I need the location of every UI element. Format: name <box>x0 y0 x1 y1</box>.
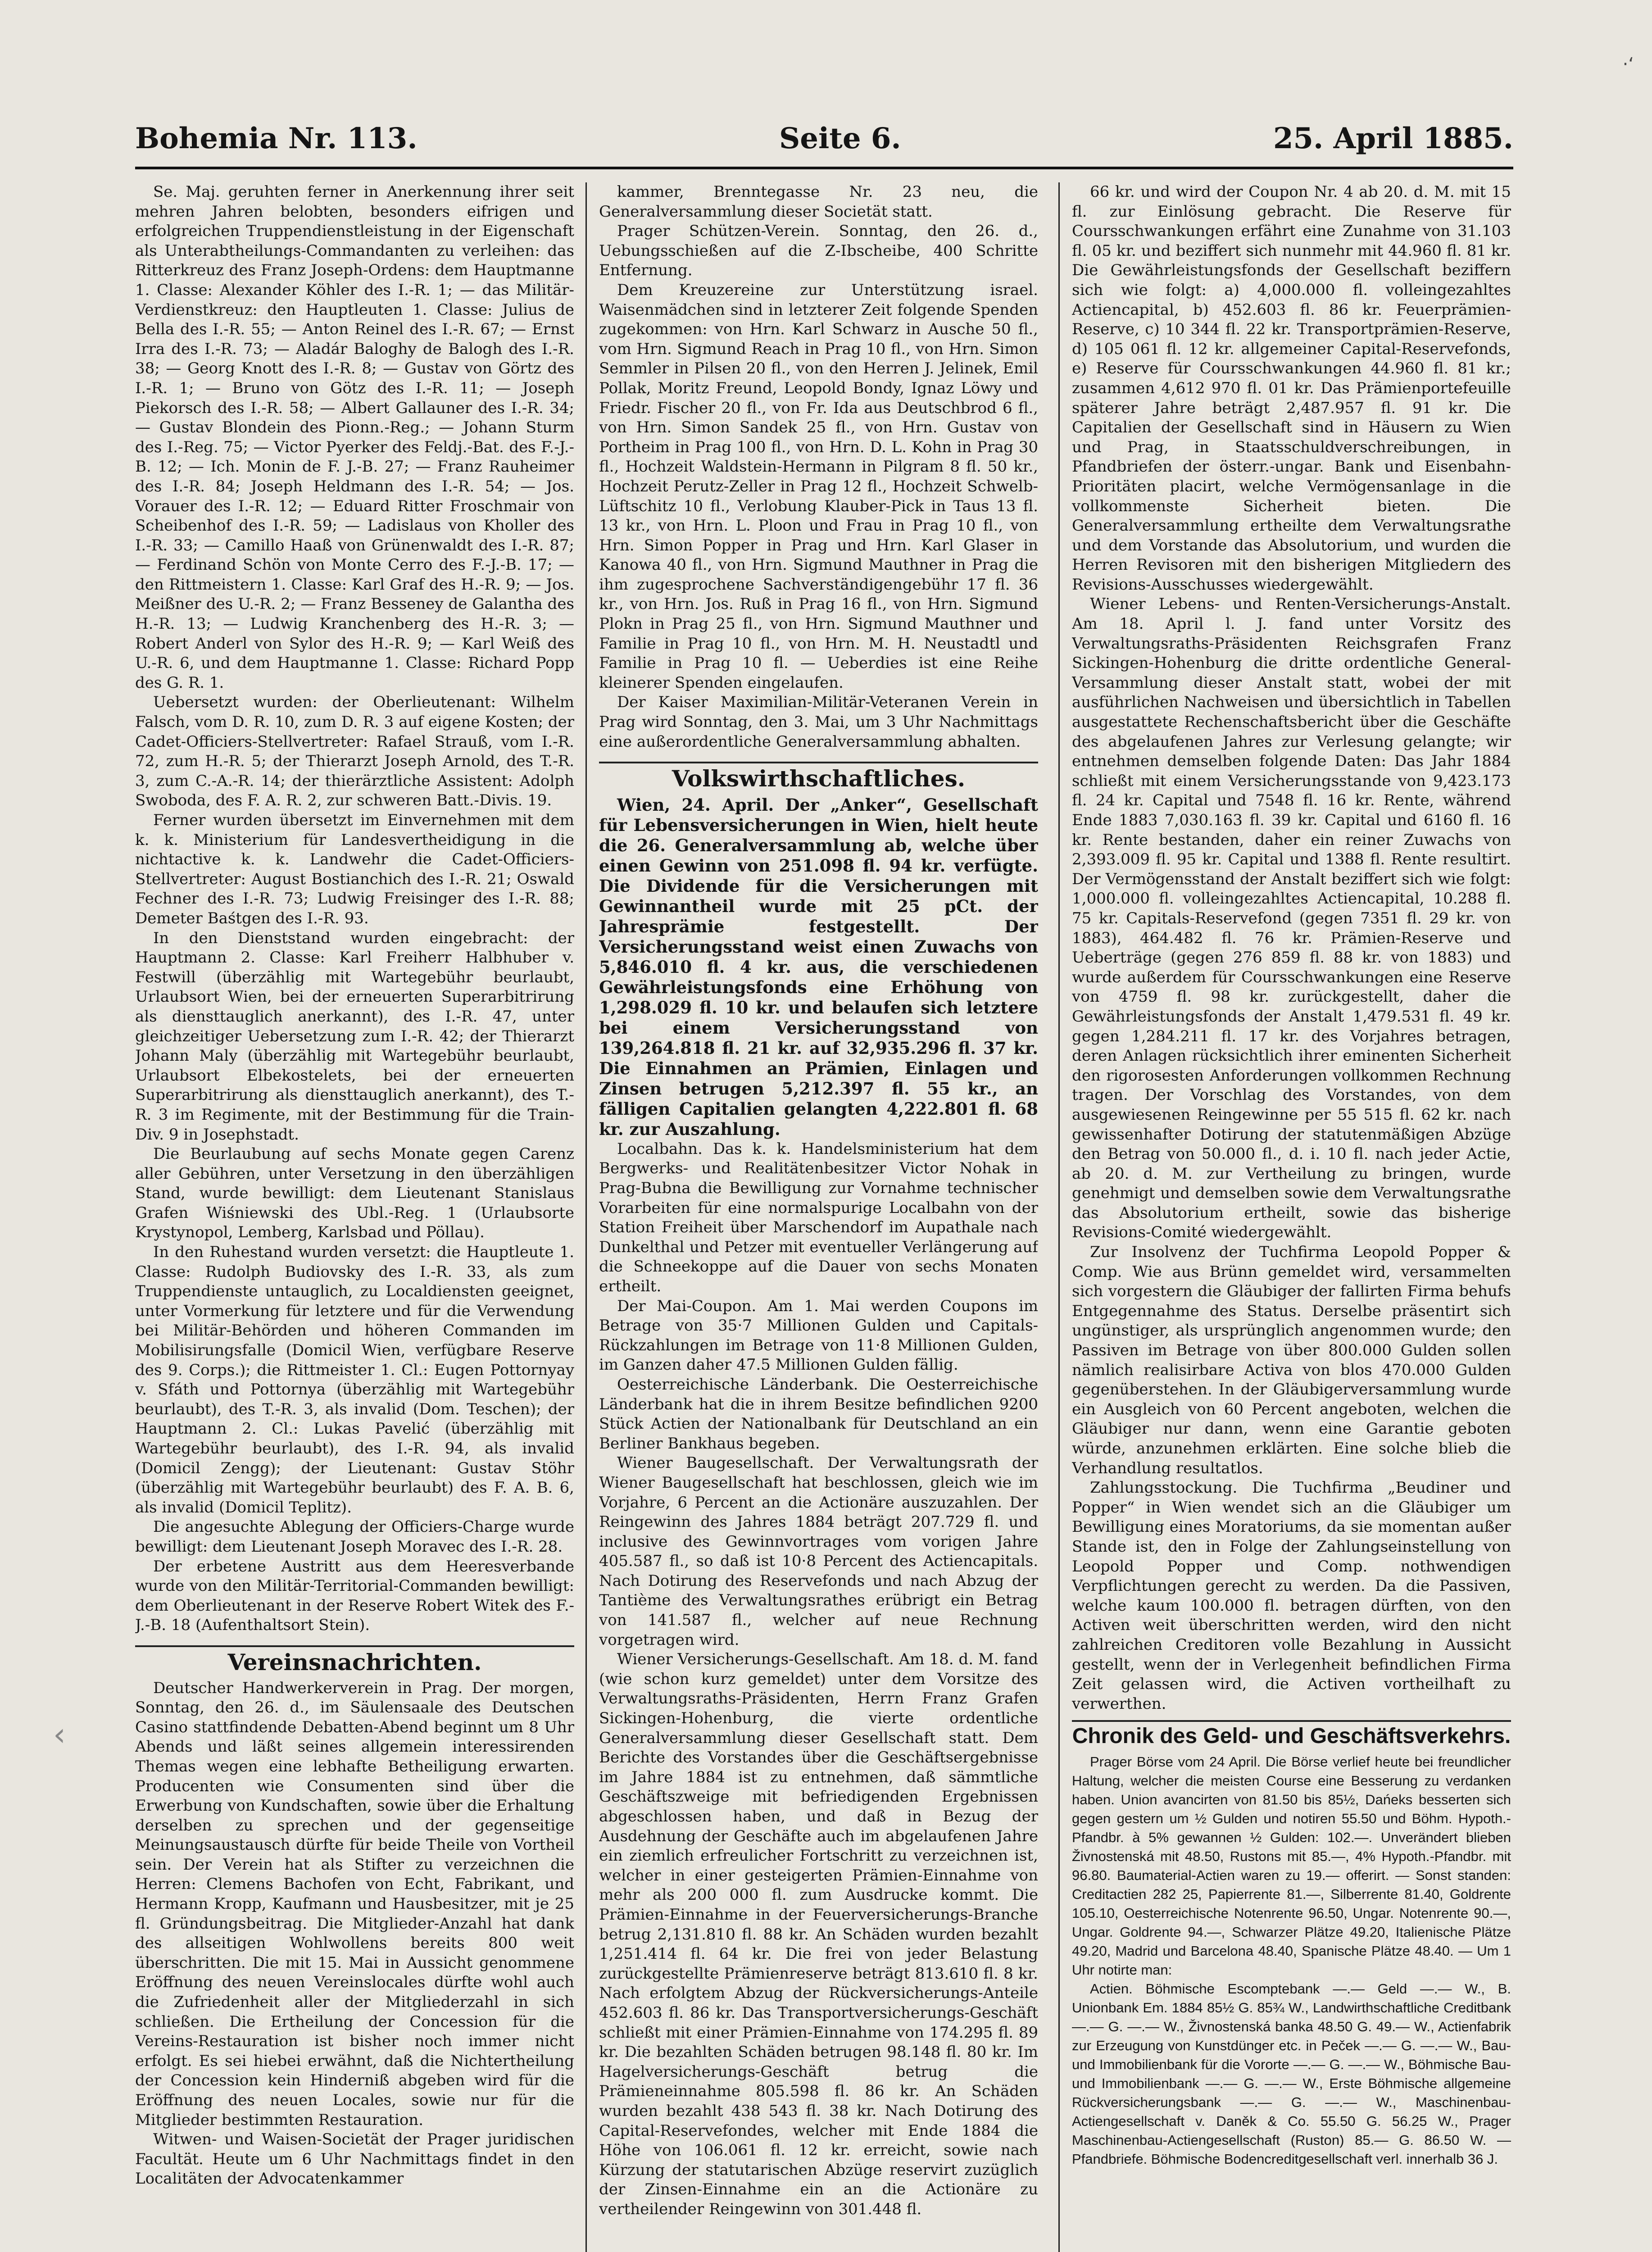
margin-mark: ‹ <box>53 1716 66 1753</box>
page-header <box>135 122 1513 162</box>
paragraph: Localbahn. Das k. k. Handelsministerium hat dem Bergwerks- und Realitätenbesitzer Victor Nohak in Prag-Bubna die Bewilligung zur Vornahme technischer Vorarbeiten für eine normalspurige Localbahn von der Station Freiheit über Marschendorf im Aupathale nach Dunkelthal und Petzer mit eventueller Verlängerung auf die Schneekoppe auf die Dauer von sechs Monaten ertheilt. <box>599 1140 1038 1295</box>
column-3 <box>1072 182 1511 2252</box>
column-2 <box>599 182 1038 2252</box>
column-divider <box>585 182 587 2252</box>
column-divider <box>1058 182 1060 2252</box>
paragraph: Deutscher Handwerkerverein in Prag. Der morgen, Sonntag, den 26. d., im Säulensaale des Deutschen Casino stattfindende Debatten-Abend beginnt um 8 Uhr Abends und läßt seines allgemein interessirenden Themas wegen eine lebhafte Betheiligung erwarten. Producenten wie Consumenten sind über die Erwerbung von Kundschaften, sowie über die Erhaltung derselben zu sprechen und der gegenseitige Meinungsaustausch dürfte für beide Theile von Vortheil sein. Der Verein hat als Stifter zu verzeichnen die Herren: Clemens Bachofen von Echt, Fabrikant, und Hermann Kropp, Kaufmann und Hausbesitzer, mit je 25 fl. Gründungsbeitrag. Die Mitglieder-Anzahl hat dank des allseitigen Wohlwollens bereits 800 weit überschritten. Die mit 15. Mai in Aussicht genommene Eröffnung des neuen Vereinslocales dürfte wohl auch die Zufriedenheit aller der Mitgliederzahl in sich schließen. Die Ertheilung der Concession für die Vereins-Restauration ist bisher noch immer nicht erfolgt. Es sei hiebei erwähnt, daß die Nichtertheilung der Concession kein Hinderniß abgeben wird für die Eröffnung des neuen Locales, sowie nur für die Mitglieder bestimmten Restauration. <box>135 1679 574 2129</box>
paragraph: 66 kr. und wird der Coupon Nr. 4 ab 20. d. M. mit 15 fl. zur Einlösung gebracht. Die Reserve für Coursschwankungen erfährt eine Zunahme von 31.103 fl. 05 kr. und beziffert sich nunmehr mit 44.960 fl. 81 kr. Die Gewährleistungsfonds der Gesellschaft beziffern sich wie folgt: a) 4,000.000 fl. volleingezahltes Actiencapital, b) 452.603 fl. 86 kr. Feuerprämien-Reserve, c) 10 344 fl. 22 kr. Transportprämien-Reserve, d) 105 061 fl. 12 kr. allgemeiner Capital-Reservefonds, e) Reserve für Coursschwankungen 44.960 fl. 81 kr.; zusammen 4,612 970 fl. 01 kr. Das Prämienportefeuille späterer Jahre beträgt 2,487.957 fl. 91 kr. Die Capitalien der Gesellschaft sind in Häusern zu Wien und Prag, in Staatsschuldverschreibungen, in Pfandbriefen der österr.-ungar. Bank und Eisenbahn-Prioritäten placirt, welche Vermögensanlage in die vollkommenste Sicherheit bieten. Die Generalversammlung ertheilte dem Verwaltungsrathe und dem Vorstande das Absolutorium, und wurden die Herren Revisoren mit den bisherigen Mitgliedern des Revisions-Ausschusses wiedergewählt. <box>1072 183 1511 594</box>
section-heading: Vereinsnachrichten. <box>135 1645 574 1672</box>
paragraph: In den Ruhestand wurden versetzt: die Hauptleute 1. Classe: Rudolph Budiovsky des I.-R. 33, als zum Truppendienste untauglich, zu Localdiensten geeignet, unter Vormerkung für letztere und für die Verwendung bei Militär-Behörden und höheren Commanden im Mobilisirungsfalle (Domicil Wien, verfügbare Reserve des 9. Corps.); die Rittmeister 1. Cl.: Eugen Pottornyay v. Sfáth und Pottornya (überzählig mit Wartegebühr beurlaubt), des T.-R. 3, als invalid (Dom. Teschen); der Hauptmann 2. Cl.: Lukas Pavelić (überzählig mit Wartegebühr beurlaubt), des I.-R. 94, als invalid (Domicil Zengg); der Lieutenant: Gustav Stöhr (überzählig mit Wartegebühr beurlaubt) des F. A. B. 6, als invalid (Domicil Teplitz). <box>135 1243 574 1516</box>
paragraph: Die Beurlaubung auf sechs Monate gegen Carenz aller Gebühren, unter Versetzung in den überzähligen Stand, wurde bewilligt: dem Lieutenant Stanislaus Grafen Wiśniewski des Ubl.-Reg. 1 (Urlaubsorte Krystynopol, Lemberg, Karlsbad und Pöllau). <box>135 1145 574 1242</box>
section-heading: Volkswirthschaftliches. <box>599 762 1038 789</box>
paragraph: Ferner wurden übersetzt im Einvernehmen mit dem k. k. Ministerium für Landesvertheidigung in die nichtactive k. k. Landwehr die Cadet-Officiers-Stellvertreter: August Bostianchich des I.-R. 21; Oswald Fechner des I.-R. 73; Ludwig Freisinger des I.-R. 88; Demeter Baśtgen des I.-R. 93. <box>135 811 574 927</box>
issue-date: 25. April 1885. <box>1273 122 1513 155</box>
column-1 <box>135 182 574 2252</box>
paragraph: Zur Insolvenz der Tuchfirma Leopold Popper & Comp. Wie aus Brünn gemeldet wird, versammelten sich vorgestern die Gläubiger der fallirten Firma behufs Entgegennahme des Status. Derselbe präsentirt sich ungünstiger, als ursprünglich angenommen wurde; den Passiven im Betrage von über 800.000 Gulden sollen nämlich realisirbare Activa von blos 470.000 Gulden gegenüberstehen. In der Gläubigerversammlung wurde ein Ausgleich von 60 Percent angeboten, welchen die Gläubiger nur dann, wenn eine Garantie geboten würde, anzunehmen erklärten. Eine solche blieb die Verhandlung resultatlos. <box>1072 1243 1511 1477</box>
paragraph: Die angesuchte Ablegung der Officiers-Charge wurde bewilligt: dem Lieutenant Joseph Moravec des I.-R. 28. <box>135 1518 574 1556</box>
corner-marks: ·‘ <box>1622 54 1634 75</box>
paragraph: Prager Schützen-Verein. Sonntag, den 26. d., Uebungsschießen auf die Z-Ibscheibe, 400 Schritte Entfernung. <box>599 222 1038 280</box>
paragraph: Actien. Böhmische Escomptebank —.— Geld —.— W., B. Unionbank Em. 1884 85½ G. 85¾ W., Landwirthschaftliche Creditbank —.— G. —.— W., Živnostenská banka 48.50 G. 49.— W., Actienfabrik zur Erzeugung von Kunstdünger etc. in Peček —.— G. —.— W., Bau- und Immobilienbank für die Vororte —.— G. —.— W., Böhmische Bau- und Immobilienbank —.— G. —.— W., Erste Böhmische allgemeine Rückversicherungsbank —.— G. —.— W., Maschinenbau-Actiengesellschaft v. Daněk & Co. 55.50 G. 56.25 W., Prager Maschinenbau-Actiengesellschaft (Ruston) 85.— G. 86.50 W. — Pfandbriefe. Böhmische Bodencreditgesellschaft verl. innerhalb 36 J. <box>1072 1980 1511 2167</box>
issue-number: Bohemia Nr. 113. <box>135 122 418 155</box>
paragraph: Der erbetene Austritt aus dem Heeresverbande wurde von den Militär-Territorial-Commanden bewilligt: dem Oberlieutenant in der Reserve Robert Witek des F.-J.-B. 18 (Aufenthaltsort Stein). <box>135 1557 574 1635</box>
lead-article: Wien, 24. April. Der „Anker“, Gesellschaft für Lebensversicherungen in Wien, hielt heute die 26. Generalversammlung ab, welche über einen Gewinn von 251.098 fl. 94 kr. verfügte. Die Dividende für die Versicherungen mit Gewinnantheil wurde mit 25 pCt. der Jahresprämie festgestellt. Der Versicherungsstand weist einen Zuwachs von 5,846.010 fl. 4 kr. aus, die verschiedenen Gewährleistungsfonds eine Erhöhung von 1,298.029 fl. 10 kr. und belaufen sich letztere bei einem Versicherungsstand von 139,264.818 fl. 21 kr. auf 32,935.296 fl. 37 kr. Die Einnahmen an Prämien, Einlagen und Zinsen betrugen 5,212.397 fl. 55 kr., an fälligen Capitalien gelangten 4,222.801 fl. 68 kr. zur Auszahlung. <box>599 795 1038 1139</box>
section-heading: Chronik des Geld- und Geschäftsverkehrs. <box>1072 1720 1511 1746</box>
header-rule <box>135 167 1513 169</box>
paragraph: Wiener Versicherungs-Gesellschaft. Am 18. d. M. fand (wie schon kurz gemeldet) unter dem Vorsitze des Verwaltungsraths-Präsidenten, Herrn Franz Grafen Sickingen-Hohenburg, die vierte ordentliche Generalversammlung dieser Gesellschaft statt. Dem Berichte des Vorstandes über die Geschäftsergebnisse im Jahre 1884 ist zu entnehmen, daß sämmtliche Geschäftszweige mit befriedigenden Ergebnissen abgeschlossen haben, und daß in Bezug der Ausdehnung der Geschäfte auch im abgelaufenen Jahre ein ziemlich erfreulicher Fortschritt zu verzeichnen ist, welcher in einer gesteigerten Prämien-Einnahme von mehr als 200 000 fl. zum Ausdrucke kommt. Die Prämien-Einnahme in der Feuerversicherungs-Branche betrug 2,131.810 fl. 88 kr. An Schäden wurden bezahlt 1,251.414 fl. 64 kr. Die frei von jeder Belastung zurückgestellte Prämienreserve beträgt 813.610 fl. 8 kr. Nach erfolgtem Abzug der Rückversicherungs-Anteile 452.603 fl. 86 kr. Das Transportversicherungs-Geschäft schließt mit einer Prämien-Einnahme von 174.295 fl. 89 kr. Die bezahlten Schäden betrugen 98.148 fl. 80 kr. Im Hagelversicherungs-Geschäft betrug die Prämieneinnahme 805.598 fl. 86 kr. An Schäden wurden bezahlt 438 543 fl. 38 kr. Nach Dotirung des Capital-Reservefondes, welcher mit Ende 1884 die Höhe von 106.061 fl. 12 kr. erreicht, sowie nach Kürzung der statutarischen Abzüge reservirt zuzüglich der Zinsen-Einnahme ein an die Actionäre zu vertheilender Reingewinn von 301.448 fl. <box>599 1650 1038 2218</box>
paragraph: Zahlungsstockung. Die Tuchfirma „Beudiner und Popper“ in Wien wendet sich an die Gläubiger um Bewilligung eines Moratoriums, da sie momentan außer Stande ist, den in Folge der Zahlungseinstellung von Leopold Popper und Comp. nothwendigen Verpflichtungen gerecht zu werden. Da die Passiven, welche kaum 100.000 fl. betragen dürften, von den Activen weit überschritten werden, wird den nicht zahlreichen Creditoren volle Bezahlung in Aussicht gestellt, wenn der in Verlegenheit befindlichen Firma Zeit gelassen wird, die Activen vortheilhaft zu verwerthen. <box>1072 1479 1511 1713</box>
paragraph: kammer, Brenntegasse Nr. 23 neu, die Generalversammlung dieser Societät statt. <box>599 183 1038 221</box>
paragraph: Der Mai-Coupon. Am 1. Mai werden Coupons im Betrage von 35·7 Millionen Gulden und Capitals-Rückzahlungen im Betrage von 11·8 Millionen Gulden, im Ganzen daher 47.5 Millionen Gulden fällig. <box>599 1297 1038 1374</box>
paragraph: Se. Maj. geruhten ferner in Anerkennung ihrer seit mehren Jahren belobten, besonders eifrigen und erfolgreichen Truppendienstleistung in der Eigenschaft als Unterabtheilungs-Commandanten zu verleihen: das Ritterkreuz des Franz Joseph-Ordens: dem Hauptmanne 1. Classe: Alexander Köhler des I.-R. 1; — das Militär-Verdienstkreuz: den Hauptleuten 1. Classe: Julius de Bella des I.-R. 55; — Anton Reinel des I.-R. 67; — Ernst Irra des I.-R. 73; — Aladár Baloghy de Balogh des I.-R. 38; — Georg Knott des I.-R. 8; — Gustav von Görtz des I.-R. 1; — Bruno von Götz des I.-R. 11; — Joseph Piekorsch des I.-R. 58; — Albert Gallauner des I.-R. 34; — Gustav Blondein des Pionn.-Reg.; — Johann Sturm des I.-Reg. 75; — Victor Pyerker des Feldj.-Bat. des F.-J.-B. 12; — Ich. Monin de F. J.-B. 27; — Franz Rauheimer des I.-R. 84; Joseph Heldmann des I.-R. 54; — Jos. Vorauer des I.-R. 12; — Eduard Ritter Froschmair von Scheibenhof des I.-R. 59; — Ladislaus von Kholler des I.-R. 33; — Camillo Haaß von Grünenwaldt des I.-R. 87; — Ferdinand Schön von Monte Cerro des F.-J.-B. 17; — den Rittmeistern 1. Classe: Karl Graf des H.-R. 9; — Jos. Meißner des U.-R. 2; — Franz Besseney de Galantha des H.-R. 13; — Ludwig Kranchenberg des H.-R. 3; — Robert Anderl von Sylor des H.-R. 9; — Karl Weiß des U.-R. 6, und dem Hauptmanne 1. Classe: Richard Popp des G. R. 1. <box>135 183 574 692</box>
paragraph: Witwen- und Waisen-Societät der Prager juridischen Facultät. Heute um 6 Uhr Nachmittags findet in den Localitäten der Advocatenkammer <box>135 2130 574 2188</box>
paragraph: Dem Kreuzereine zur Unterstützung israel. Waisenmädchen sind in letzterer Zeit folgende Spenden zugekommen: von Hrn. Karl Schwarz in Ausche 50 fl., vom Hrn. Sigmund Reach in Prag 10 fl., von Hrn. Simon Semmler in Pilsen 20 fl., von den Herren J. Jelinek, Emil Pollak, Moritz Freund, Leopold Bondy, Ignaz Löwy und Friedr. Fischer 20 fl., von Fr. Ida aus Deutschbrod 6 fl., von Hrn. Simon Sandek 25 fl., von Hrn. Gustav von Portheim in Prag 100 fl., von Hrn. D. L. Kohn in Prag 30 fl., Hochzeit Waldstein-Hermann in Pilgram 8 fl. 50 kr., Hochzeit Perutz-Zeller in Prag 12 fl., Hochzeit Schwelb-Lüftschitz 10 fl., Verlobung Klauber-Pick in Taus 13 fl. 13 kr., von Hrn. L. Ploon und Frau in Prag 10 fl., von Hrn. Simon Popper in Prag und Hrn. Karl Glaser in Kanowa 40 fl., von Hrn. Sigmund Mauthner in Prag die ihm zugesprochene Sachverständigengebühr 17 fl. 36 kr., von Hrn. Jos. Ruß in Prag 16 fl., von Hrn. Sigmund Plokn in Prag 25 fl., von Hrn. Sigmund Mauthner und Familie in Prag 10 fl., von Hrn. M. H. Neustadtl und Familie in Prag 10 fl. — Ueberdies ist eine Reihe kleinerer Spenden eingelaufen. <box>599 281 1038 692</box>
paragraph: Wiener Baugesellschaft. Der Verwaltungsrath der Wiener Baugesellschaft hat beschlossen, gleich wie im Vorjahre, 6 Percent an die Actionäre auszuzahlen. Der Reingewinn des Jahres 1884 beträgt 207.729 fl. und inclusive des Gewinnvortrages vom vorigen Jahre 405.587 fl., so daß ist 10·8 Percent des Actiencapitals. Nach Dotirung des Reservefonds und nach Abzug der Tantième des Verwaltungsrathes erübrigt ein Betrag von 141.587 fl., welcher auf neue Rechnung vorgetragen wird. <box>599 1454 1038 1649</box>
page-number: Seite 6. <box>779 122 901 155</box>
paragraph: Prager Börse vom 24 April. Die Börse verlief heute bei freundlicher Haltung, welcher die meisten Course eine Besserung zu verdanken haben. Union avancirten von 81.50 bis 85½, Dańeks besserten sich gegen gestern um ½ Gulden und notiren 55.50 und Böhm. Hypoth.-Pfandbr. à 5% gewannen ½ Gulden: 102.—. Unverändert blieben Živnostenská mit 48.50, Rustons mit 85.—, 4% Hypoth.-Pfandbr. mit 96.80. Baumaterial-Actien waren zu 19.— offerirt. — Sonst standen: Creditactien 282 25, Papierrente 81.—, Silberrente 81.40, Goldrente 105.10, Oesterreichische Notenrente 96.50, Ungar. Notenrente 90.—, Ungar. Goldrente 94.—, Schwarzer Plätze 49.20, Italienische Plätze 49.20, Madrid und Barcelona 48.40, Spanische Plätze 48.40. — Um 1 Uhr notirte man: <box>1072 1753 1511 1978</box>
paragraph: Der Kaiser Maximilian-Militär-Veteranen Verein in Prag wird Sonntag, den 3. Mai, um 3 Uhr Nachmittags eine außerordentliche Generalversammlung abhalten. <box>599 693 1038 751</box>
paragraph: Oesterreichische Länderbank. Die Oesterreichische Länderbank hat die in ihrem Besitze befindlichen 9200 Stück Actien der Nationalbank für Deutschland an ein Berliner Bankhaus begeben. <box>599 1375 1038 1453</box>
paragraph: Wiener Lebens- und Renten-Versicherungs-Anstalt. Am 18. April l. J. fand unter Vorsitz des Verwaltungsraths-Präsidenten Reichsgrafen Franz Sickingen-Hohenburg die dritte ordentliche General-Versammlung dieser Anstalt statt, wobei der mit ausführlichen Nachweisen und übersichtlich in Tabellen ausgestattete Rechenschaftsbericht über die Geschäfte des abgelaufenen Jahres zur Verlesung gelangte; wir entnehmen demselben folgende Daten: Das Jahr 1884 schließt mit einem Versicherungsstande von 9,423.173 fl. 24 kr. Capital und 7548 fl. 16 kr. Rente, während Ende 1883 7,030.163 fl. 39 kr. Capital und 6160 fl. 16 kr. Rente bestanden, daher ein reiner Zuwachs von 2,393.009 fl. 95 kr. Capital und 1388 fl. Rente resultirt. Der Vermögensstand der Anstalt beziffert sich wie folgt: 1,000.000 fl. volleingezahltes Actiencapital, 10.288 fl. 75 kr. Capitals-Reservefond (gegen 7351 fl. 29 kr. von 1883), 464.482 fl. 76 kr. Prämien-Reserve und Ueberträge (gegen 276 859 fl. 88 kr. von 1883) und wurde außerdem für Coursschwankungen eine Reserve von 4759 fl. 98 kr. zurückgestellt, daher die Gewährleistungsfonds der Anstalt 1,479.531 fl. 49 kr. gegen 1,284.211 fl. 17 kr. des Vorjahres betragen, deren Anlagen rücksichtlich ihrer eminenten Sicherheit den rigorosesten Anforderungen vollkommen Rechnung tragen. Der Vorschlag des Vorstandes, von dem ausgewiesenen Reingewinne per 55 515 fl. 62 kr. nach gewissenhafter Dotirung der statutenmäßigen Abzüge den Betrag von 50.000 fl., d. i. 10 fl. nach jeder Actie, ab 20. d. M. zur Vertheilung zu bringen, wurde genehmigt und demselben sowie dem Verwaltungsrathe das Absolutorium ertheilt, sowie das bisherige Revisions-Comité wiedergewählt. <box>1072 595 1511 1242</box>
paragraph: In den Dienststand wurden eingebracht: der Hauptmann 2. Classe: Karl Freiherr Halbhuber v. Festwill (überzählig mit Wartegebühr beurlaubt, Urlaubsort Wien, bei der erneuerten Superarbitrirung als diensttauglich anerkannt), des I.-R. 47, unter gleichzeitiger Uebersetzung zum I.-R. 42; der Thierarzt Johann Maly (überzählig mit Wartegebühr beurlaubt, Urlaubsort Elbekostelets, bei der erneuerten Superarbitrirung als diensttauglich anerkannt), des T.-R. 3 im Regimente, mit der Bestimmung für die Train-Div. 9 in Josephstadt. <box>135 929 574 1144</box>
paragraph: Uebersetzt wurden: der Oberlieutenant: Wilhelm Falsch, vom D. R. 10, zum D. R. 3 auf eigene Kosten; der Cadet-Officiers-Stellvertreter: Rafael Strauß, vom I.-R. 72, zum H.-R. 5; der Thierarzt Joseph Arnold, des T.-R. 3, zum C.-A.-R. 14; der thierärztliche Assistent: Adolph Swoboda, des F. A. R. 2, zur schweren Batt.-Divis. 19. <box>135 693 574 810</box>
